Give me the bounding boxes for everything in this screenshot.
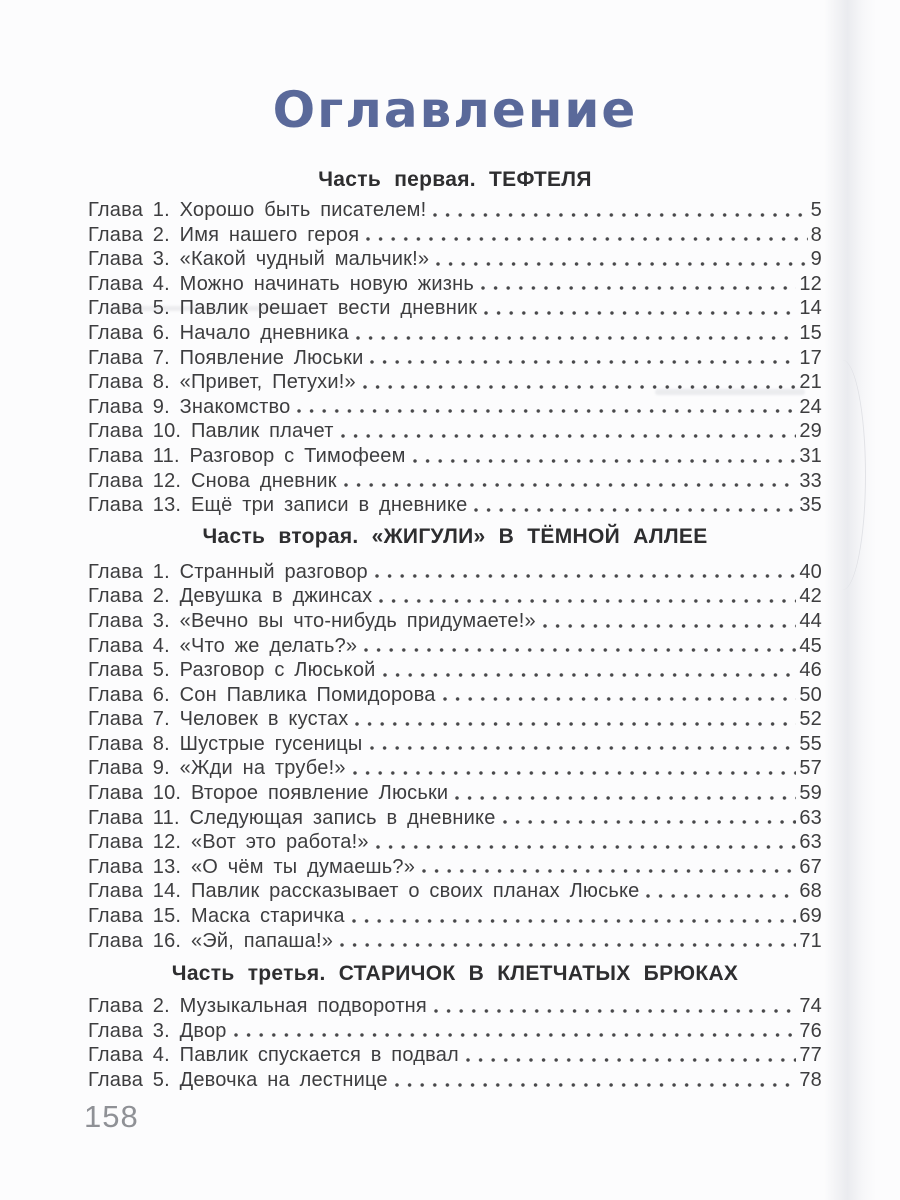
toc-leader-dots — [340, 929, 796, 954]
toc-part — [88, 963, 822, 1092]
toc-leader-dots — [370, 732, 797, 757]
toc-leader-dots — [379, 584, 796, 609]
toc-entry — [88, 781, 822, 806]
toc-entry-page: 31 — [799, 444, 822, 467]
toc-leader-dots — [383, 658, 797, 683]
toc-entry — [88, 732, 822, 757]
toc-leader-dots — [646, 879, 796, 904]
toc-entry-label: Глава 5. Павлик решает вести дневник — [88, 297, 478, 320]
toc-leader-dots — [234, 1019, 797, 1044]
toc-entry — [88, 296, 822, 321]
toc-leader-dots — [344, 469, 797, 494]
toc-entry-label: Глава 8. «Привет, Петухи!» — [88, 371, 356, 394]
toc-parts — [88, 169, 822, 1093]
toc-entry-label: Глава 8. Шустрые гусеницы — [88, 732, 363, 755]
toc-entry-label: Глава 4. Можно начинать новую жизнь — [88, 272, 474, 295]
toc-part — [88, 169, 822, 518]
toc-entry-page: 14 — [799, 297, 822, 320]
toc-leader-dots — [484, 296, 796, 321]
toc-entry-page: 59 — [799, 782, 822, 805]
toc-leader-dots — [422, 855, 796, 880]
toc-leader-dots — [436, 247, 808, 272]
toc-leader-dots — [353, 756, 797, 781]
part-heading: Часть первая. ТЕФТЕЛЯ — [318, 168, 592, 191]
toc-entry-label: Глава 4. «Что же делать?» — [88, 634, 358, 657]
toc-entry — [88, 247, 822, 272]
toc-entry — [88, 806, 822, 831]
toc-entry-label: Глава 15. Маска старичка — [88, 905, 345, 928]
toc-entry — [88, 879, 822, 904]
toc-entry-page: 76 — [799, 1019, 822, 1042]
toc-entry-page: 46 — [799, 659, 822, 682]
toc-entry-label: Глава 2. Имя нашего героя — [88, 223, 360, 246]
toc-leader-dots — [503, 806, 797, 831]
toc-entry-page: 63 — [799, 831, 822, 854]
toc-entry — [88, 272, 822, 297]
toc-entry-page: 57 — [799, 757, 822, 780]
toc-content — [88, 0, 822, 1093]
toc-leader-dots — [395, 1068, 797, 1093]
toc-entry-page: 78 — [799, 1069, 822, 1091]
toc-entry — [88, 370, 822, 395]
toc-entry-page: 74 — [799, 995, 822, 1018]
toc-entry-page: 50 — [799, 683, 822, 706]
toc-entry-label: Глава 6. Начало дневника — [88, 321, 349, 344]
toc-entry-page: 63 — [799, 806, 822, 829]
toc-entry-label: Глава 13. Ещё три записи в дневнике — [88, 494, 468, 517]
toc-entry-label: Глава 6. Сон Павлика Помидорова — [88, 683, 436, 706]
toc-entry — [88, 346, 822, 371]
toc-entry-page: 77 — [799, 1044, 822, 1067]
toc-entry-page: 40 — [799, 560, 822, 583]
toc-leader-dots — [443, 683, 797, 708]
toc-leader-dots — [466, 1043, 796, 1068]
toc-entry — [88, 321, 822, 346]
toc-entry-label: Глава 3. «Какой чудный мальчик!» — [88, 248, 430, 271]
toc-entry-page: 68 — [799, 880, 822, 903]
toc-entry-page: 12 — [799, 272, 822, 295]
toc-leader-dots — [364, 634, 796, 659]
toc-entry — [88, 223, 822, 248]
toc-entry-label: Глава 13. «О чём ты думаешь?» — [88, 855, 416, 878]
toc-leader-dots — [434, 994, 796, 1019]
page-title: Оглавление — [272, 81, 638, 139]
toc-entry-page: 69 — [799, 905, 822, 928]
toc-entry-page: 24 — [799, 395, 822, 418]
toc-entry-page: 52 — [799, 708, 822, 731]
toc-entry — [88, 198, 822, 223]
toc-entry — [88, 609, 822, 634]
toc-entry-page: 17 — [799, 346, 822, 369]
toc-entry-page: 45 — [799, 634, 822, 657]
toc-entry — [88, 994, 822, 1019]
toc-leader-dots — [355, 707, 796, 732]
toc-entry-label: Глава 3. «Вечно вы что-нибудь придумаете!» — [88, 609, 536, 632]
toc-entry-label: Глава 11. Разговор с Тимофеем — [88, 444, 406, 467]
toc-entry — [88, 756, 822, 781]
toc-entry-page: 5 — [810, 199, 822, 221]
toc-entry-page: 71 — [799, 929, 822, 952]
part-heading: Часть вторая. «ЖИГУЛИ» В ТЁМНОЙ АЛЛЕЕ — [202, 524, 708, 548]
toc-entry — [88, 469, 822, 494]
toc-entry-label: Глава 11. Следующая запись в дневнике — [88, 806, 496, 829]
toc-entry — [88, 395, 822, 420]
toc-entry-label: Глава 4. Павлик спускается в подвал — [88, 1044, 459, 1067]
toc-entry-label: Глава 2. Музыкальная подворотня — [88, 995, 427, 1018]
toc-entry-page: 8 — [810, 223, 822, 246]
toc-entry-page: 9 — [810, 248, 822, 271]
toc-entry-page: 15 — [799, 321, 822, 344]
toc-entry-label: Глава 12. «Вот это работа!» — [88, 831, 369, 854]
toc-leader-dots — [413, 444, 797, 469]
toc-leader-dots — [455, 781, 796, 806]
toc-entry — [88, 904, 822, 929]
toc-entry — [88, 584, 822, 609]
toc-entry-label: Глава 3. Двор — [88, 1019, 227, 1042]
toc-entry-page: 33 — [799, 469, 822, 492]
toc-entry-label: Глава 1. Хорошо быть писателем! — [88, 199, 427, 221]
toc-entry-page: 21 — [799, 371, 822, 394]
toc-leader-dots — [474, 493, 796, 518]
toc-entry — [88, 707, 822, 732]
folio-page-number: 158 — [84, 1099, 139, 1134]
toc-entry-label: Глава 7. Появление Люськи — [88, 346, 364, 369]
toc-entry-label: Глава 5. Разговор с Люськой — [88, 659, 376, 682]
toc-leader-dots — [341, 419, 797, 444]
toc-entry — [88, 634, 822, 659]
toc-leader-dots — [481, 272, 796, 297]
toc-entry-page: 29 — [799, 420, 822, 443]
toc-leader-dots — [352, 904, 797, 929]
toc-entry-label: Глава 16. «Эй, папаша!» — [88, 929, 334, 952]
toc-entry — [88, 444, 822, 469]
toc-entry — [88, 560, 822, 585]
toc-entry — [88, 830, 822, 855]
toc-entry — [88, 1019, 822, 1044]
toc-part — [88, 526, 822, 954]
toc-entry-page: 42 — [799, 585, 822, 608]
toc-entry-page: 44 — [799, 609, 822, 632]
toc-entry — [88, 683, 822, 708]
toc-entry-label: Глава 7. Человек в кустах — [88, 708, 349, 731]
toc-leader-dots — [366, 223, 807, 248]
toc-leader-dots — [375, 560, 796, 585]
toc-entry — [88, 493, 822, 518]
toc-entry-page: 67 — [799, 855, 822, 878]
toc-entry-label: Глава 14. Павлик рассказывает о своих планах Люське — [88, 880, 640, 903]
toc-leader-dots — [297, 395, 796, 420]
toc-leader-dots — [356, 321, 796, 346]
toc-entry-page: 55 — [799, 732, 822, 755]
toc-entry-label: Глава 9. «Жди на трубе!» — [88, 757, 346, 780]
toc-entry-label: Глава 9. Знакомство — [88, 395, 291, 418]
toc-entry-label: Глава 1. Странный разговор — [88, 560, 368, 583]
toc-entry-label: Глава 5. Девочка на лестнице — [88, 1069, 388, 1091]
toc-entry-label: Глава 10. Павлик плачет — [88, 420, 334, 443]
scan-page-curl-line — [819, 360, 866, 590]
toc-entry — [88, 419, 822, 444]
toc-entry-label: Глава 2. Девушка в джинсах — [88, 585, 373, 608]
toc-entry — [88, 658, 822, 683]
toc-leader-dots — [433, 198, 807, 223]
scan-edge-shadow — [824, 0, 876, 1200]
toc-entry — [88, 1043, 822, 1068]
toc-leader-dots — [363, 370, 797, 395]
toc-entry — [88, 855, 822, 880]
toc-entry — [88, 1068, 822, 1093]
toc-leader-dots — [370, 346, 796, 371]
part-heading: Часть третья. СТАРИЧОК В КЛЕТЧАТЫХ БРЮКАХ — [171, 962, 739, 986]
toc-leader-dots — [376, 830, 797, 855]
toc-entry-page: 35 — [799, 494, 822, 517]
toc-entry-label: Глава 12. Снова дневник — [88, 469, 337, 492]
toc-leader-dots — [543, 609, 797, 634]
toc-entry-label: Глава 10. Второе появление Люськи — [88, 782, 449, 805]
toc-entry — [88, 929, 822, 954]
